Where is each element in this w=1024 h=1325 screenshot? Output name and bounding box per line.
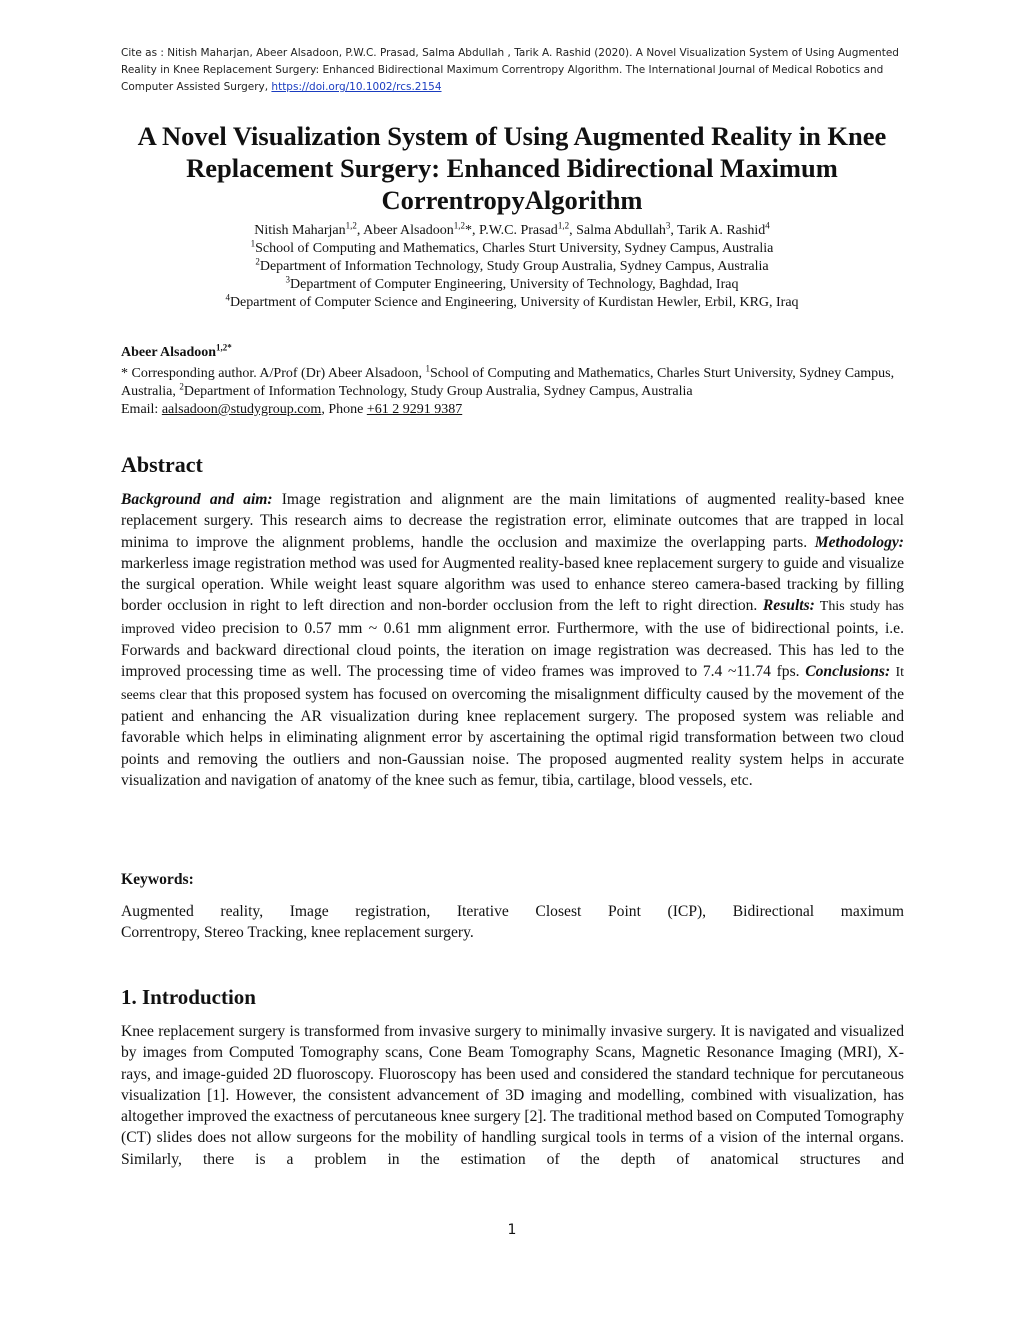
abstract-text: video precision to 0.57 mm ~ 0.61 mm alignment error. Furthermore, with the use of bidirectional points, i.e. Forwards and backward directional cloud points, the iteration on image registration was decreased. This has led to the improved processing time as well. The processing time of video frames was improved to 7.4 ~11.74 fps. xyxy=(121,619,904,681)
author-name: *, P.W.C. Prasad xyxy=(464,223,558,238)
abstract-text: markerless image registration method was used for Augmented reality-based knee replacement surgery to guide and visualize the surgical operation. While weight least square algorithm was used to enhance stereo camera-based tracking by filling border occlusion in right to left direction and non-border occlusion from the left to right direction. xyxy=(121,554,904,615)
paper-title xyxy=(90,120,934,216)
affiliation-text: Department of Information Technology, Study Group Australia, Sydney Campus, Australia xyxy=(259,259,769,274)
title-line: CorrentropyAlgorithm xyxy=(381,185,643,215)
abstract-body xyxy=(121,489,904,791)
keywords-heading: Keywords: xyxy=(121,871,194,888)
affiliation-sup: 4 xyxy=(225,292,230,303)
corresponding-name-text: Abeer Alsadoon xyxy=(121,345,217,360)
affiliation-sup: 1 xyxy=(250,238,256,249)
abstract-text: It seems clear that xyxy=(121,665,904,703)
author-name: , Salma Abdullah xyxy=(569,223,666,238)
keywords-line: Correntropy, Stereo Tracking, knee replacement surgery. xyxy=(121,924,474,942)
introduction-body: Knee replacement surgery is transformed from invasive surgery to minimally invasive surgery. It is navigated and visualized by images from Computed Tomography scans, Cone Beam Tomography Scans, Magnetic Resonance Imaging (MRI), X-rays, and image-guided 2D fluoroscopy. Fluoroscopy has been used and considered the standard technique for percutaneous visualization [1]. However, the consistent advancement of 3D imaging and modelling, combined with visualization, has altogether improved the exactness of percutaneous knee surgery [2]. The traditional method based on Computed Tomography (CT) slides does not allow surgeons for the mobility of handling surgical tools in terms of a vision of the internal organs. Similarly, there is a problem in the estimation of the depth of anatomical structures and xyxy=(121,1023,904,1168)
affiliation xyxy=(90,276,934,294)
abstract-label: Background and aim: xyxy=(121,491,273,508)
affiliation-text: Department of Computer Science and Engineering, University of Kurdistan Hewler, Erbil, KRG, Iraq xyxy=(229,295,799,310)
corresponding-author xyxy=(121,344,907,419)
keywords-line: Augmented reality, Image registration, Iterative Closest Point (ICP), Bidirectional maximum xyxy=(121,903,904,920)
affiliation-sup: 3 xyxy=(285,274,291,285)
affiliation xyxy=(90,258,934,276)
author-sup: 1,2 xyxy=(557,220,570,231)
author-block xyxy=(90,222,934,312)
author-name: , Tarik A. Rashid xyxy=(670,223,766,238)
author-sup: 3 xyxy=(665,220,671,231)
abstract-label: Methodology: xyxy=(814,533,904,551)
corresponding-name xyxy=(121,344,907,362)
affiliation xyxy=(90,240,934,258)
author-name: Nitish Maharjan xyxy=(254,223,346,238)
citation-text: Cite as : Nitish Maharjan, Abeer Alsadoon, P.W.C. Prasad, Salma Abdullah , Tarik A. Rashid (2020). A Novel Visualization System of Using Augmented Reality in Knee Replacement Surgery: Enhanced Bidirectional Maximum Correntropy Algorithm. The International Journal of Medical Robotics and Computer Assisted Surgery, xyxy=(121,47,899,93)
introduction-heading: 1. Introduction xyxy=(121,985,256,1009)
citation-header xyxy=(121,45,921,96)
affiliation-text: School of Computing and Mathematics, Charles Sturt University, Sydney Campus, Australia xyxy=(255,241,774,256)
author-sup: 1,2 xyxy=(345,220,357,231)
corresponding-sup: 2 xyxy=(179,381,184,392)
abstract-label: Results: xyxy=(762,597,815,615)
abstract-text: Image registration and alignment are the main limitations of augmented reality-based knee replacement surgery. This research aims to decrease the registration error, eliminate outcomes that are trapped in local minima to improve the alignment problems, handle the occlusion and maximize the overlapping parts. xyxy=(121,491,904,551)
phone-link[interactable]: +61 2 9291 9387 xyxy=(366,402,463,417)
corresponding-sup: 1,2* xyxy=(216,342,232,353)
abstract-label: Conclusions: xyxy=(805,663,891,681)
title-line: Replacement Surgery: Enhanced Bidirectional Maximum xyxy=(186,153,838,183)
doi-link[interactable]: https://doi.org/10.1002/rcs.2154 xyxy=(271,81,442,93)
author-sup: 1,2 xyxy=(453,220,465,231)
page-number: 1 xyxy=(507,1222,517,1238)
corresponding-details xyxy=(121,365,907,401)
email-label: Email: xyxy=(121,402,162,417)
abstract-heading: Abstract xyxy=(121,452,203,477)
phone-label: , Phone xyxy=(321,402,367,417)
corresponding-sup: 1 xyxy=(425,363,430,374)
author-list xyxy=(90,222,934,240)
author-sup: 4 xyxy=(765,220,770,231)
affiliation-sup: 2 xyxy=(255,256,260,267)
author-name: , Abeer Alsadoon xyxy=(356,223,454,238)
abstract-text: This study has improved xyxy=(121,599,905,637)
contact-line xyxy=(121,401,907,419)
affiliation xyxy=(90,294,934,312)
keywords-body xyxy=(121,901,904,944)
title-line: A Novel Visualization System of Using Augmented Reality in Knee xyxy=(137,121,887,151)
affiliation-text: Department of Computer Engineering, University of Technology, Baghdad, Iraq xyxy=(290,277,739,292)
corresponding-text: Department of Information Technology, Study Group Australia, Sydney Campus, Australia xyxy=(183,384,693,399)
corresponding-text: School of Computing and Mathematics, Charles Sturt University, Sydney Campus, Australia, xyxy=(121,366,895,399)
abstract-text: this proposed system has focused on overcoming the misalignment difficulty caused by the movement of the patient and enhancing the AR visualization during knee replacement surgery. The proposed system was reliable and favorable which helps in eliminating alignment error by ascertaining the optimal rigid transformation between two cloud points and removing the outliers and non-Gaussian noise. The proposed augmented reality system helps in accurate visualization and navigation of anatomy of the knee such as femur, tibia, cartilage, blood vessels, etc. xyxy=(121,685,904,789)
email-link[interactable]: aalsadoon@studygroup.com xyxy=(161,402,322,417)
corresponding-text: * Corresponding author. A/Prof (Dr) Abeer Alsadoon, xyxy=(121,366,426,381)
